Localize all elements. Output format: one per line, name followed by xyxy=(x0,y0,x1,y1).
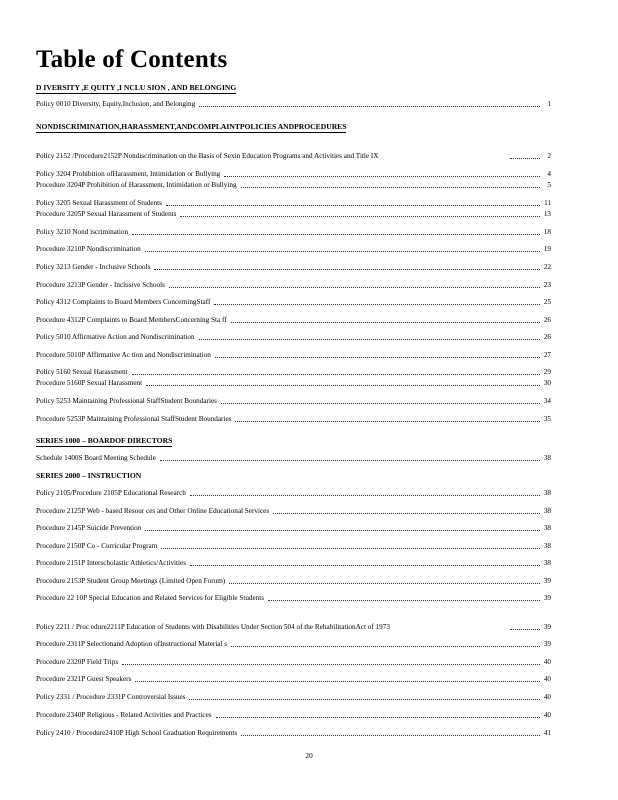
toc-entry[interactable]: Policy 2152 /Procedure2152P Nondiscrimination on the Basis of Sexin Education Programs and Activities and Title IX 2 xyxy=(36,152,551,160)
toc-entry[interactable]: Procedure 5010P Affirmative Ac tion and Nondiscrimination 27 xyxy=(36,351,551,359)
section-heading: NONDISCRIMINATION,HARASSMENT,ANDCOMPLAINTPOLICIES ANDPROCEDURES xyxy=(36,122,347,131)
toc-entry[interactable]: Policy 5160 Sexual Harassment 29 xyxy=(36,368,551,376)
section-heading: SERIES 2000 – INSTRUCTION xyxy=(36,471,142,480)
toc-entry[interactable]: Procedure 2321P Guest Speakers 40 xyxy=(36,675,551,683)
toc-entry[interactable]: Policy 0010 Diversity, Equity,Inclusion, and Belonging 1 xyxy=(36,100,551,108)
toc-entry[interactable]: Policy 3213 Gender - Inclusive Schools 22 xyxy=(36,263,551,271)
page-title: Table of Contents xyxy=(36,46,228,73)
toc-entry[interactable]: Policy 3204 Prohibition ofHarassment, Intimidation or Bullying 4 xyxy=(36,170,551,178)
toc-entry[interactable]: Procedure 2151P Interscholastic Athletics/Activities 38 xyxy=(36,559,551,567)
toc-entry[interactable]: Policy 5010 Affirmative Action and Nondiscrimination 26 xyxy=(36,333,551,341)
toc-entry[interactable]: Procedure 22 10P Special Education and Related Services for Eligible Students 39 xyxy=(36,594,551,602)
toc-entry[interactable]: Procedure 2145P Suicide Prevention 38 xyxy=(36,524,551,532)
toc-entry[interactable]: Procedure 2153P Student Group Meetings (Limited Open Forum) 39 xyxy=(36,577,551,585)
toc-entry[interactable]: Procedure 2125P Web - based Resour ces and Other Online Educational Services 38 xyxy=(36,507,551,515)
toc-entry[interactable]: Procedure 2150P Co - Curricular Program 38 xyxy=(36,542,551,550)
section-heading: SERIES 1000 – BOARDOF DIRECTORS xyxy=(36,436,173,445)
toc-entry[interactable]: Policy 2331 / Procedure 2331P Controversial Issues 40 xyxy=(36,693,551,701)
toc-entry[interactable]: Procedure 4312P Complaints to Board MembersConcerning Sta ff 26 xyxy=(36,316,551,324)
page-number: 20 xyxy=(305,751,313,760)
toc-entry[interactable]: Policy 4312 Complaints to Board Members ConcerningStaff 25 xyxy=(36,298,551,306)
toc-entry[interactable]: Procedure 3210P Nondiscrimination 19 xyxy=(36,245,551,253)
toc-entry[interactable]: Policy 2105/Procedure 2105P Educational Research 38 xyxy=(36,489,551,497)
toc-entry[interactable]: Procedure 2311P Selectionand Adoption ofInstructional Material s 39 xyxy=(36,640,551,648)
toc-entry[interactable]: Procedure 2320P Field Trips 40 xyxy=(36,658,551,666)
toc-entry[interactable]: Policy 5253 Maintaining Professional StaffStudent Boundaries 34 xyxy=(36,397,551,405)
toc-entry[interactable]: Procedure 3204P Prohibition of Harassment, Intimidation or Bullying 5 xyxy=(36,181,551,189)
toc-entry[interactable]: Procedure 3205P Sexual Harassment of Students 13 xyxy=(36,210,551,218)
toc-entry[interactable]: Schedule 1400S Board Meeting Schedule 38 xyxy=(36,454,551,462)
toc-entry[interactable]: Policy 3205 Sexual Harassment of Students 11 xyxy=(36,199,551,207)
toc-entry[interactable]: Policy 3210 Nond iscrimination 18 xyxy=(36,228,551,236)
toc-entry[interactable]: Procedure 2340P Religious - Related Activities and Practices 40 xyxy=(36,711,551,719)
toc-entry[interactable]: Procedure 5253P Maintaining Professional StaffStudent Boundaries 35 xyxy=(36,415,551,423)
toc-entry[interactable]: Procedure 3213P Gender - Inclusive Schools 23 xyxy=(36,281,551,289)
toc-entry[interactable]: Policy 2211 / Proc edure2211P Education of Students with Disabilities Under Section 504 of the RehabilitationAct of 1973 39 xyxy=(36,623,551,631)
section-heading: D IVERSITY ,E QUITY ,I NCLU SION , AND BELONGING xyxy=(36,83,237,92)
toc-entry[interactable]: Procedure 5160P Sexual Harassment 30 xyxy=(36,379,551,387)
toc-entry[interactable]: Policy 2410 / Procedure2410P High School Graduation Requirements 41 xyxy=(36,729,551,737)
